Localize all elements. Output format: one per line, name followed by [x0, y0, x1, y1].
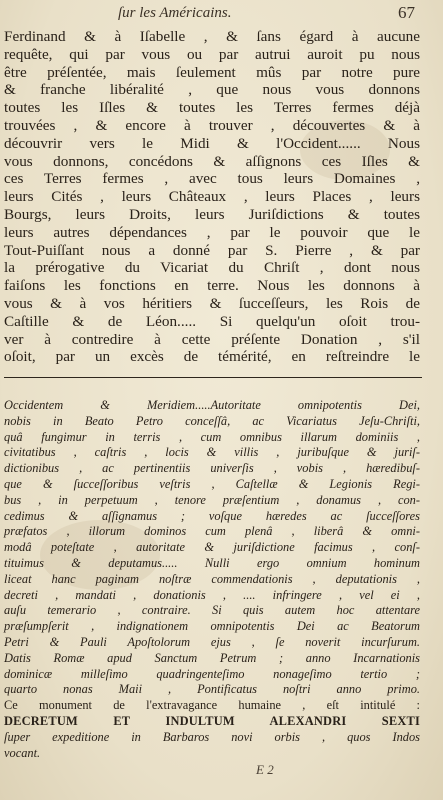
footnote-line: modâ poteſtate , autoritate & juriſdictione facimus , conſ-: [4, 540, 420, 555]
footnote-line: dictionibus , ac pertinentiis univerſis , vobis , hæredibuſ-: [4, 461, 420, 476]
footnote-line: tituimus & deputamus..... Nulli ergo omnium hominum: [4, 555, 420, 570]
footnote-line: quâ fungimur in terris , cum omnibus illarum dominiis ,: [4, 429, 420, 444]
text-line: la prérogative du Vicariat du Chriſt , dont nous: [4, 259, 420, 277]
text-line: vous & à vos héritiers & ſucceſſeurs, les Rois de: [4, 294, 420, 312]
footnote-line: præſumpſerit , indignationem omnipotentis Dei ac Beatorum: [4, 619, 420, 634]
footnote-line: civitatibus , caſtris , locis & villis , juribuſque & juriſ-: [4, 445, 420, 460]
signature-mark: E 2: [256, 762, 274, 777]
footnote-line: decreti , mandati , donationis , .... infringere , vel ei ,: [4, 587, 420, 602]
footnote-line: Datis Romæ apud Sanctum Petrum ; anno Incarnationis: [4, 650, 420, 665]
running-title: ſur les Américains.: [118, 5, 232, 21]
text-line: découvrir vers le Midi & l'Occident...... Nous: [4, 134, 420, 152]
text-line: toutes les Iſles & toutes les Terres fermes déjà: [4, 99, 420, 117]
text-line: leurs Cités , leurs Châteaux , leurs Places , leurs: [4, 188, 420, 206]
decree-title: DECRETUM ET INDULTUM ALEXANDRI SEXTI: [4, 713, 420, 728]
footnote-rule: [4, 377, 422, 378]
footnote-line: auſu temerario , contraire. Si quis autem hoc attentare: [4, 603, 420, 618]
text-line: Caſtille & de Léon..... Si quelqu'un oſoit trou-: [4, 312, 420, 330]
footnote-line: Petri & Pauli Apoſtolorum ejus , ſe noverit incurſurum.: [4, 634, 420, 649]
page-header: [0, 2, 443, 26]
text-line: oſoit, par un excès de témérité, en reſtreindre le: [4, 348, 420, 366]
text-line: ces Terres fermes , avec tous leurs Domaines ,: [4, 170, 420, 188]
footnote-line: præfatos , illorum dominos cum plenâ , liberâ & omni-: [4, 524, 420, 539]
text-line: faiſons les fonctions en terre. Nous les donnons à: [4, 277, 420, 295]
footnote-line: Occidentem & Meridiem.....Autoritate omnipotentis Dei,: [4, 398, 420, 412]
text-line: requête, qui par vous ou par autrui auroit pu nous: [4, 45, 420, 63]
footnote-line: dominicæ milleſimo quadringenteſimo nonageſimo tertio ;: [4, 666, 420, 681]
text-line: leurs autres dépendances , par le pouvoir que le: [4, 223, 420, 241]
footnote-french-note: Ce monument de l'extravagance humaine , eſt intitulé :: [4, 698, 420, 713]
text-line: ver à contredire à cette préſente Donation , s'il: [4, 330, 420, 348]
text-line: être préſentée, mais ſeulement mûs par notre pure: [4, 63, 420, 81]
text-line: trouvées , & encore à trouver , découvertes & à: [4, 116, 420, 134]
footnote-line: liceat hanc paginam noſtræ commendationis , deputationis ,: [4, 571, 420, 586]
footnote-line: vocant.: [4, 745, 41, 760]
text-line: Ferdinand & à Iſabelle , & ſans égard à aucune: [4, 28, 420, 45]
footnote-line: quarto nonas Maii , Pontificatus noſtri anno primo.: [4, 682, 420, 697]
text-line: & franche libéralité , que nous vous donnons: [4, 81, 420, 99]
footnote-line: nobis in Beato Petro conceſſâ, ac Vicariatus Jeſu-Chriſti,: [4, 413, 420, 428]
text-line: Tout-Puiſſant nous a donné par S. Pierre , & par: [4, 241, 420, 259]
main-text: [4, 28, 420, 366]
text-line: vous donnons, concédons & aſſignons ces Iſles &: [4, 152, 420, 170]
text-line: Bourgs, leurs Droits, leurs Juriſdictions & toutes: [4, 205, 420, 223]
footnote-line: ſuper expeditione in Barbaros novi orbis , quos Indos: [4, 729, 420, 744]
footnote-line: que & ſucceſſoribus veſtris , Caſtellæ & Legionis Regi-: [4, 476, 420, 491]
page-number: 67: [398, 3, 415, 22]
footnote-line: bus , in perpetuum , tenore præſentium , donamus , con-: [4, 492, 420, 507]
footnote-line: cedimus & aſſignamus ; voſque hæredes ac ſucceſſores: [4, 508, 420, 523]
footnote: [4, 398, 420, 761]
